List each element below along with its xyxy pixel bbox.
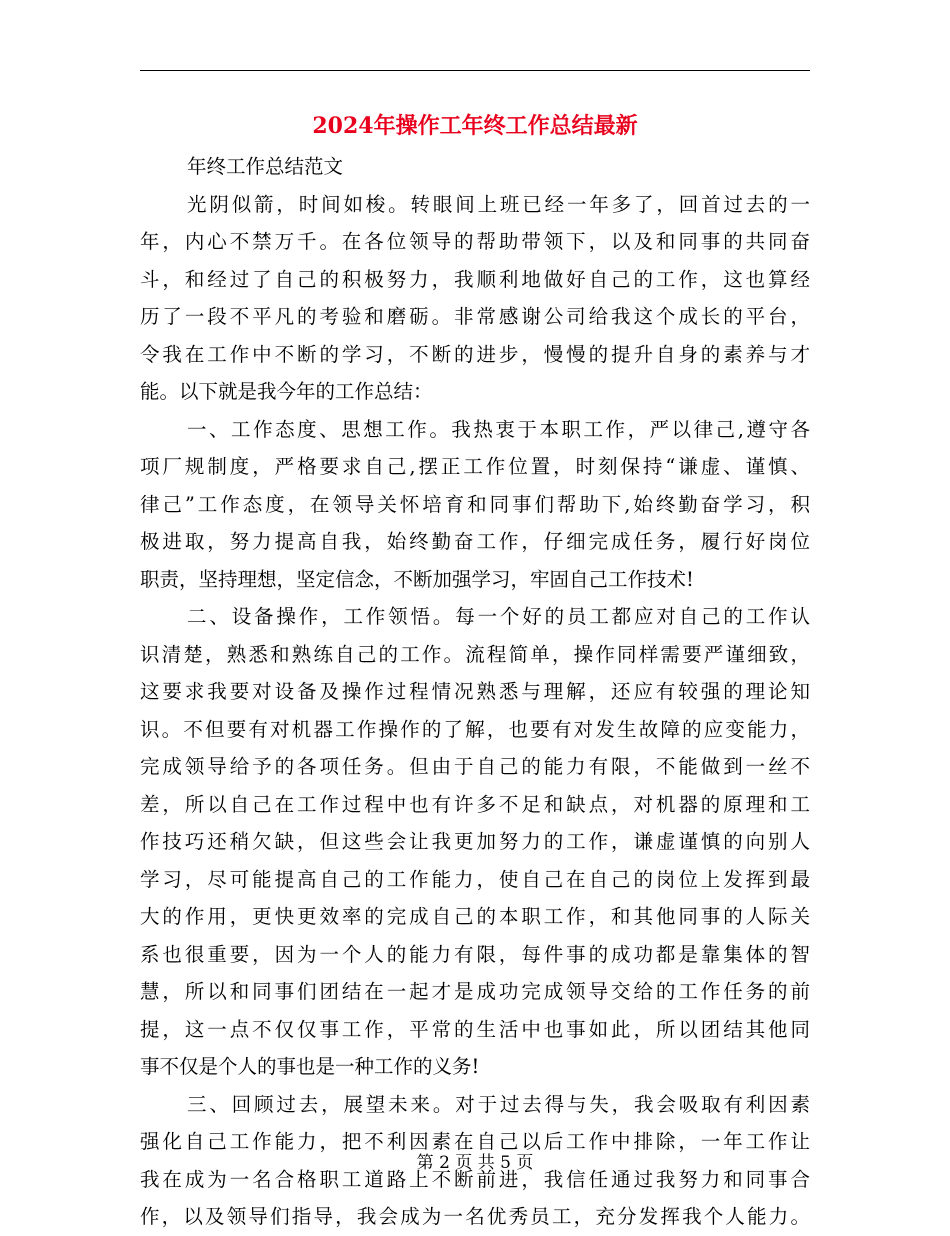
body-line: 学习，尽可能提高自己的工作能力，使自己在自己的岗位上发挥到最 [140,867,810,891]
body-line: 我在成为一名合格职工道路上不断前进，我信任通过我努力和同事合 [140,1167,810,1191]
body-line: 三、回顾过去，展望未来。对于过去得与失，我会吸取有利因素 [187,1092,810,1116]
body-line: 慧，所以和同事们团结在一起才是成功完成领导交给的工作任务的前 [140,980,810,1003]
body-line: 二、设备操作，工作领悟。每一个好的员工都应对自己的工作认 [187,605,810,628]
body-line: 系也很重要，因为一个人的能力有限，每件事的成功都是靠集体的智 [140,942,810,966]
body-line: 大的作用，更快更效率的完成自己的本职工作，和其他同事的人际关 [140,905,810,928]
document-body [140,148,810,1236]
body-line: 历了一段不平凡的考验和磨砺。非常感谢公司给我这个成长的平台， [140,305,810,328]
body-line: 完成领导给予的各项任务。但由于自己的能力有限，不能做到一丝不 [140,755,810,778]
body-line: 作，以及领导们指导，我会成为一名优秀员工，充分发挥我个人能力。 [140,1205,810,1228]
body-line: 令我在工作中不断的学习，不断的进步，慢慢的提升自身的素养与才 [140,342,810,366]
body-line: 事不仅是个人的事也是一种工作的义务! [140,1055,480,1078]
body-line: 斗，和经过了自己的积极努力，我顺利地做好自己的工作，这也算经 [140,267,810,291]
body-line: 强化自己工作能力，把不利因素在自己以后工作中排除，一年工作让 [140,1130,810,1153]
body-line: 年终工作总结范文 [187,155,344,178]
body-line: 识。不但要有对机器工作操作的了解，也要有对发生故障的应变能力， [140,717,810,741]
body-line: 年，内心不禁万千。在各位领导的帮助带领下，以及和同事的共同奋 [140,230,810,253]
body-line: 一、工作态度、思想工作。我热衷于本职工作，严以律己,遵守各 [187,417,810,441]
body-line: 律己”工作态度，在领导关怀培育和同事们帮助下,始终勤奋学习，积 [140,492,810,516]
document-title: 2024年操作工年终工作总结最新 [312,113,638,139]
page-number-footer: 第 2 页 共 5 页 [416,1153,534,1173]
body-line: 极进取，努力提高自我，始终勤奋工作，仔细完成任务，履行好岗位 [140,530,810,553]
body-line: 职责，坚持理想，坚定信念，不断加强学习，牢固自己工作技术! [140,567,694,591]
header-rule [140,70,810,71]
body-line: 作技巧还稍欠缺，但这些会让我更加努力的工作，谦虚谨慎的向别人 [140,830,810,853]
body-line: 这要求我要对设备及操作过程情况熟悉与理解，还应有较强的理论知 [140,680,810,703]
body-line: 能。以下就是我今年的工作总结： [140,380,433,403]
body-line: 差，所以自己在工作过程中也有许多不足和缺点，对机器的原理和工 [140,792,810,816]
body-line: 识清楚，熟悉和熟练自己的工作。流程简单，操作同样需要严谨细致， [140,642,810,666]
body-line: 提，这一点不仅仅事工作，平常的生活中也事如此，所以团结其他同 [140,1017,810,1041]
body-line: 项厂规制度，严格要求自己,摆正工作位置，时刻保持“谦虚、谨慎、 [140,455,810,478]
body-line: 光阴似箭，时间如梭。转眼间上班已经一年多了，回首过去的一 [187,192,810,216]
